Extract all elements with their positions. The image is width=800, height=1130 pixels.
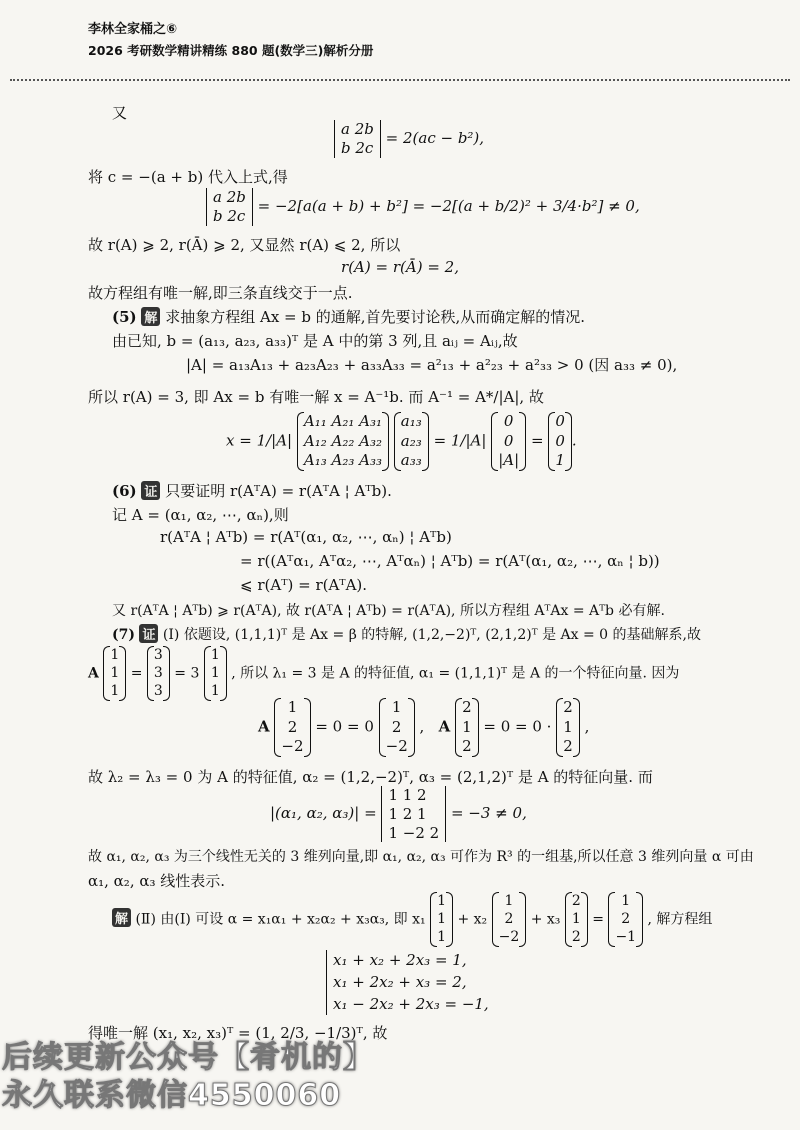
- matrix-row: 3: [153, 665, 163, 682]
- matrix-row: 1: [621, 893, 631, 909]
- matrix-row: 0: [503, 412, 514, 430]
- det-row: a 2b: [213, 188, 246, 206]
- eq-mid: = 1/|A|: [433, 431, 487, 450]
- part-7-eigen-equation: [88, 646, 679, 701]
- eq-sep: ,: [419, 717, 425, 736]
- matrix-row: −2: [498, 929, 520, 946]
- vector-alpha2b: [379, 698, 415, 757]
- eq-three: = 3: [174, 665, 200, 682]
- det-row: b 2c: [341, 138, 374, 157]
- matrix-row: 3: [153, 683, 163, 700]
- matrix-row: 2: [621, 911, 631, 928]
- matrix-row: 2: [504, 911, 514, 928]
- eq-sign: =: [592, 911, 604, 928]
- vector-alpha2: [274, 698, 310, 757]
- det-2-rhs: = −2[a(a + b) + b²] = −2[(a + b/2)² + 3/4·b²] ≠ 0,: [257, 196, 640, 215]
- matrix-row: 1: [287, 698, 298, 716]
- det-3-rhs: = −3 ≠ 0,: [450, 804, 527, 823]
- book-title: 2026 考研数学精讲精练 880 题(数学三)解析分册: [88, 43, 374, 58]
- system-row: x₁ + x₂ + 2x₃ = 1,: [333, 951, 467, 969]
- vec-a2: [492, 892, 527, 947]
- matrix-row: 3: [153, 647, 163, 663]
- matrix-row: 1: [504, 893, 514, 909]
- matrix-row: |A|: [498, 451, 520, 469]
- part-7-line-5: α₁, α₂, α₃ 线性表示.: [88, 872, 226, 890]
- matrix-row: A₁₃ A₂₃ A₃₃: [303, 451, 383, 469]
- matrix-row: 1: [391, 698, 402, 716]
- plus-x3: + x₃: [530, 911, 561, 928]
- vec-a1: [430, 892, 453, 947]
- matrix-row: 1: [462, 717, 472, 736]
- matrix-row: 0: [503, 431, 514, 450]
- text-conclusion-1: 故方程组有唯一解,即三条直线交于一点.: [88, 284, 353, 302]
- det-3: [381, 786, 446, 842]
- matrix-row: a₃₃: [400, 451, 422, 469]
- vec-a3: [565, 892, 588, 947]
- proof-tag: 证: [139, 624, 158, 643]
- eq-mid: = 0 = 0: [315, 717, 374, 736]
- column-vector-b: [394, 412, 429, 471]
- result-vector: [491, 412, 526, 471]
- eq-mid: = 0 = 0 ·: [483, 717, 552, 736]
- rank-equation: r(A) = r(Ā) = 2,: [341, 258, 459, 276]
- part-5-matrix-equation: x = 1/|A| A₁₁ A₂₁ A₃₁ A₁₂ A₂₂ A₃₂ A₁₃ A₂₃ A₃₃ a₁₃ a₂₃ a₃₃ = 1/|A| 0 0 |A| = 0 0 1 .: [226, 412, 577, 469]
- watermark-line-2: 永久联系微信4550060: [2, 1078, 342, 1113]
- part-6-heading: [112, 480, 392, 501]
- part-5-heading: [112, 306, 585, 327]
- part-II-equation: [112, 892, 712, 947]
- det-equation-2: [206, 188, 640, 226]
- zero-eigen-equation: [258, 698, 589, 757]
- det-1-rhs: = 2(ac − b²),: [385, 128, 485, 147]
- matrix-row: a₂₃: [400, 431, 422, 450]
- part-7-number: (7): [112, 627, 135, 643]
- part-II-tail: , 解方程组: [647, 911, 713, 928]
- matrix-row: A₁₂ A₂₂ A₃₂: [303, 431, 383, 450]
- part-7-heading: [112, 624, 701, 644]
- part-6-line-3: r(AᵀA ¦ Aᵀb) = r(Aᵀ(α₁, α₂, ⋯, αₙ) ¦ Aᵀb): [160, 528, 452, 546]
- part-7-line-4: 故 α₁, α₂, α₃ 为三个线性无关的 3 维列向量,即 α₁, α₂, α₃ 可作为 R³ 的一组基,所以任意 3 维列向量 α 可由: [88, 849, 754, 865]
- matrix-row: 1: [110, 683, 120, 700]
- part-7-text: (Ⅰ) 依题设, (1,1,1)ᵀ 是 Ax = β 的特解, (1,2,−2)ᵀ, (2,1,2)ᵀ 是 Ax = 0 的基础解系,故: [162, 627, 701, 643]
- solution-tag: 解: [112, 908, 131, 927]
- part-6-line-2: 记 A = (α₁, α₂, ⋯, αₙ),则: [112, 506, 289, 524]
- matrix-row: −2: [281, 737, 304, 755]
- vector-111: [103, 646, 126, 701]
- det-3-lhs: |(α₁, α₂, α₃)| =: [270, 804, 377, 823]
- matrix-row: 2: [571, 893, 581, 909]
- part-5-line-4: 所以 r(A) = 3, 即 Ax = b 有唯一解 x = A⁻¹b. 而 A⁻¹ = A*/|A|, 故: [88, 388, 544, 406]
- det-row: 1 −2 2: [388, 823, 440, 842]
- header-divider: [10, 79, 790, 81]
- eq-sign: =: [130, 665, 143, 682]
- matrix-row: 0: [555, 431, 565, 450]
- matrix-row: 1: [571, 911, 581, 928]
- system-brace: [326, 950, 489, 1015]
- part-6-number: (6): [112, 482, 137, 500]
- part-6-text: 只要证明 r(AᵀA) = r(AᵀA ¦ Aᵀb).: [165, 482, 392, 500]
- det-row: b 2c: [213, 206, 246, 225]
- text-you: 又: [112, 104, 128, 122]
- part-6-line-5: ⩽ r(Aᵀ) = r(AᵀA).: [240, 576, 368, 594]
- part-5-number: (5): [112, 308, 137, 326]
- matrix-row: 2: [563, 698, 573, 716]
- matrix-row: 1: [563, 717, 573, 736]
- adjugate-matrix: [297, 412, 389, 471]
- matrix-row: 2: [287, 717, 298, 736]
- matrix-row: 1: [555, 451, 565, 469]
- matrix-A: A: [258, 717, 270, 736]
- matrix-row: 2: [391, 717, 402, 736]
- series-title: 李林全家桶之⑥: [88, 22, 178, 37]
- matrix-row: 2: [571, 929, 581, 946]
- matrix-row: 1: [437, 929, 447, 946]
- unit-vector: [548, 412, 572, 471]
- matrix-row: 1: [210, 647, 220, 663]
- eq-x: x = 1/|A|: [226, 431, 293, 450]
- system-row: x₁ + 2x₂ + x₃ = 2,: [333, 972, 467, 991]
- det-row: a 2b: [341, 120, 374, 138]
- vector-333: [147, 646, 170, 701]
- det-row: 1 1 2: [388, 786, 427, 804]
- plus-x2: + x₂: [457, 911, 488, 928]
- matrix-row: 1: [210, 683, 220, 700]
- linear-system: [326, 950, 489, 1015]
- vector-alpha3b: [556, 698, 580, 757]
- matrix-row: 0: [555, 412, 565, 430]
- part-7-line-3: 故 λ₂ = λ₃ = 0 为 A 的特征值, α₂ = (1,2,−2)ᵀ, α₃ = (2,1,2)ᵀ 是 A 的特征向量. 而: [88, 768, 653, 786]
- matrix-row: 1: [110, 665, 120, 682]
- part-6-line-6: 又 r(AᵀA ¦ Aᵀb) ⩾ r(AᵀA), 故 r(AᵀA ¦ Aᵀb) = r(AᵀA), 所以方程组 AᵀAx = Aᵀb 必有解.: [112, 603, 665, 619]
- det-2: [206, 188, 253, 226]
- vec-rhs: [608, 892, 643, 947]
- vector-111b: [204, 646, 227, 701]
- det-1: [334, 120, 381, 158]
- matrix-A: A: [438, 717, 451, 736]
- text-rank: 故 r(A) ⩾ 2, r(Ā) ⩾ 2, 又显然 r(A) ⩽ 2, 所以: [88, 236, 401, 254]
- det-equation-1: [334, 120, 484, 158]
- eq-end: =: [530, 431, 544, 450]
- matrix-row: 2: [462, 737, 472, 755]
- system-row: x₁ − 2x₂ + 2x₃ = −1,: [333, 994, 489, 1013]
- part-II-text: (Ⅱ) 由(Ⅰ) 可设 α = x₁α₁ + x₂α₂ + x₃α₃, 即 x₁: [135, 911, 426, 928]
- part-7-tail: , 所以 λ₁ = 3 是 A 的特征值, α₁ = (1,1,1)ᵀ 是 A 的一个特征向量. 因为: [231, 665, 680, 682]
- matrix-row: −2: [385, 737, 408, 755]
- page-header: [88, 18, 373, 59]
- matrix-row: 1: [110, 647, 120, 663]
- matrix-row: 1: [437, 911, 447, 928]
- part-5-line-2: 由已知, b = (a₁₃, a₂₃, a₃₃)ᵀ 是 A 中的第 3 列,且 aᵢⱼ = Aᵢⱼ,故: [112, 332, 518, 350]
- matrix-row: 1: [437, 893, 447, 909]
- matrix-row: 1: [210, 665, 220, 682]
- part-5-line-3: |A| = a₁₃A₁₃ + a₂₃A₂₃ + a₃₃A₃₃ = a²₁₃ + a²₂₃ + a²₃₃ > 0 (因 a₃₃ ≠ 0),: [186, 356, 678, 374]
- matrix-row: 2: [462, 698, 472, 716]
- matrix-row: a₁₃: [400, 412, 422, 430]
- watermark-line-1: 后续更新公众号【肴机的】: [2, 1040, 374, 1075]
- proof-tag: 证: [141, 481, 160, 500]
- matrix-row: −1: [615, 929, 637, 946]
- matrix-row: 2: [563, 737, 573, 755]
- det-3-equation: [270, 786, 527, 842]
- eq-end: ,: [584, 717, 590, 736]
- vector-alpha3: [455, 698, 479, 757]
- part-II-last: 得唯一解 (x₁, x₂, x₃)ᵀ = (1, 2/3, −1/3)ᵀ, 故: [88, 1024, 388, 1042]
- part-5-text: 求抽象方程组 Ax = b 的通解,首先要讨论秩,从而确定解的情况.: [165, 308, 586, 326]
- matrix-row: A₁₁ A₂₁ A₃₁: [303, 412, 383, 430]
- text-substitute: 将 c = −(a + b) 代入上式,得: [88, 168, 288, 186]
- solution-tag: 解: [141, 307, 160, 326]
- det-row: 1 2 1: [388, 804, 427, 823]
- part-6-line-4: = r((Aᵀα₁, Aᵀα₂, ⋯, Aᵀαₙ) ¦ Aᵀb) = r(Aᵀ(α₁, α₂, ⋯, αₙ ¦ b)): [240, 552, 660, 570]
- matrix-A: A: [88, 665, 99, 682]
